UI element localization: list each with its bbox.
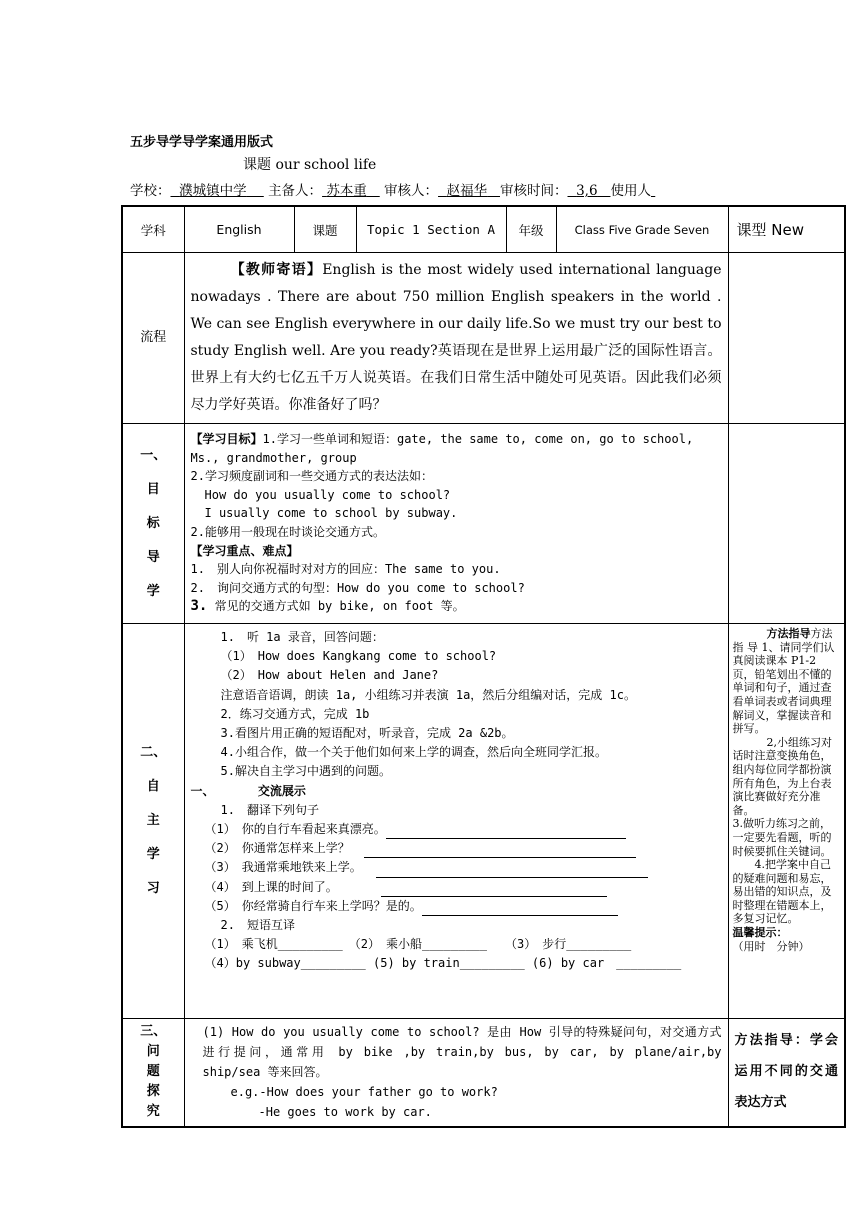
- self-study-label: 二、 自 主 学 习: [122, 624, 184, 1019]
- reviewer-label: 审核人：: [384, 183, 439, 199]
- subject-value: English: [184, 206, 294, 253]
- topic-value: Topic 1 Section A: [356, 206, 506, 253]
- lesson-title: 课题 our school life: [243, 157, 377, 173]
- type-cell: 课型 New: [728, 206, 845, 253]
- subject-label: 学科: [122, 206, 184, 253]
- flow-row: [122, 253, 845, 424]
- preparer-label: 主备人：: [268, 183, 323, 199]
- header-row: [122, 206, 845, 253]
- goals-label: 一、 目 标 导 学: [122, 424, 184, 624]
- inquiry-content: (1) How do you usually come to school? 是由 How 引导的特殊疑问句，对交通方式进行提问，通常用 by bike ,by train,by bus, by car, by plane/air,by ship/sea 等来回答。 e.g.-How does your father go to work? -He goes to work by car.: [184, 1019, 728, 1127]
- lesson-plan-table: [121, 205, 846, 1128]
- user-label: 使用人: [610, 183, 651, 199]
- school-label: 学校：: [130, 183, 171, 199]
- inquiry-label: 三、 问 题 探 究: [122, 1019, 184, 1127]
- inquiry-method-note: 方法指导：学会运用不同的交通表达方式: [728, 1019, 845, 1127]
- self-study-content: 1. 听 1a 录音，回答问题： （1） How does Kangkang come to school? （2） How about Helen and Jane? 注意语音语调，朗读 1a, 小组练习并表演 1a，然后分组编对话，完成 1c。 2．练习交通方式，完成 1b 3.看图片用正确的短语配对，听录音，完成 2a &2b。 4.小组合作，做一个关于他们如何来上学的调查，然后向全班同学汇报。 5.解决自主学习中遇到的问题。 一、 交流展示 1. 翻译下列句子 （1） 你的自行车看起来真漂亮。 （2） 你通常怎样来上学？ （3） 我通常乘地铁来上学。 （4） 到上课的时间了。 （5） 你经常骑自行车来上学吗？是的。 2. 短语互译 （1） 乘飞机_________ （2） 乘小船_________ （3） 步行_________ （4）by subway_________ (5) by train_________ (6) by car _________: [184, 624, 728, 1019]
- flow-label: 流程: [122, 253, 184, 424]
- school-value: 濮城镇中学: [179, 183, 247, 199]
- method-note: 方法指导方法 指 导 1、请同学们认真阅读课本 P1-2 页，铅笔划出不懂的单词和句子，通过查看单词表或者词典理解词义，掌握读音和拼写。 2,小组练习对话时注意变换角色，组内每位同学都扮演所有角色，为上台表演比赛做好充分准备。 3.做听力练习之前，一定要先看题，听的时候要抓住关键词。 4.把学案中自己的疑难问题和易忘，易出错的知识点，及时整理在错题本上，多复习记忆。 温馨提示： （用时 分钟）: [728, 624, 845, 1019]
- topic-label: 课题: [294, 206, 356, 253]
- review-time-value: 3,6: [576, 183, 598, 199]
- reviewer-value: 赵福华: [446, 183, 488, 199]
- goals-row: [122, 424, 845, 624]
- document-title: 五步导学导学案通用版式: [130, 135, 274, 150]
- review-time-label: 审核时间：: [500, 183, 568, 199]
- preparer-value: 苏本重: [326, 183, 367, 199]
- info-line: [130, 179, 655, 199]
- goals-content: 【学习目标】1.学习一些单词和短语：gate, the same to, come on, go to school, Ms., grandmother, group 2.学习频度副词和一些交通方式的表达法如： How do you usually come to school? I usually come to school by subway. 2.能够用一般现在时谈论交通方式。 【学习重点、难点】 1. 别人向你祝福时对对方的回应：The same to you. 2. 询问交通方式的句型：How do you come to school? 3. 常见的交通方式如 by bike, on foot 等。: [184, 424, 728, 624]
- flow-text: 【教师寄语】English is the most widely used international language nowadays . There are about 750 million English speakers in the world . We can see English everywhere in our daily life.So we must try our best to study English well. Are you ready?英语现在是世界上运用最广泛的国际性语言。世界上有大约七亿五千万人说英语。在我们日常生活中随处可见英语。因此我们必须尽力学好英语。你准备好了吗？: [184, 253, 728, 424]
- inquiry-row: [122, 1019, 845, 1127]
- self-study-row: [122, 624, 845, 1019]
- grade-label: 年级: [506, 206, 556, 253]
- grade-value: Class Five Grade Seven: [556, 206, 728, 253]
